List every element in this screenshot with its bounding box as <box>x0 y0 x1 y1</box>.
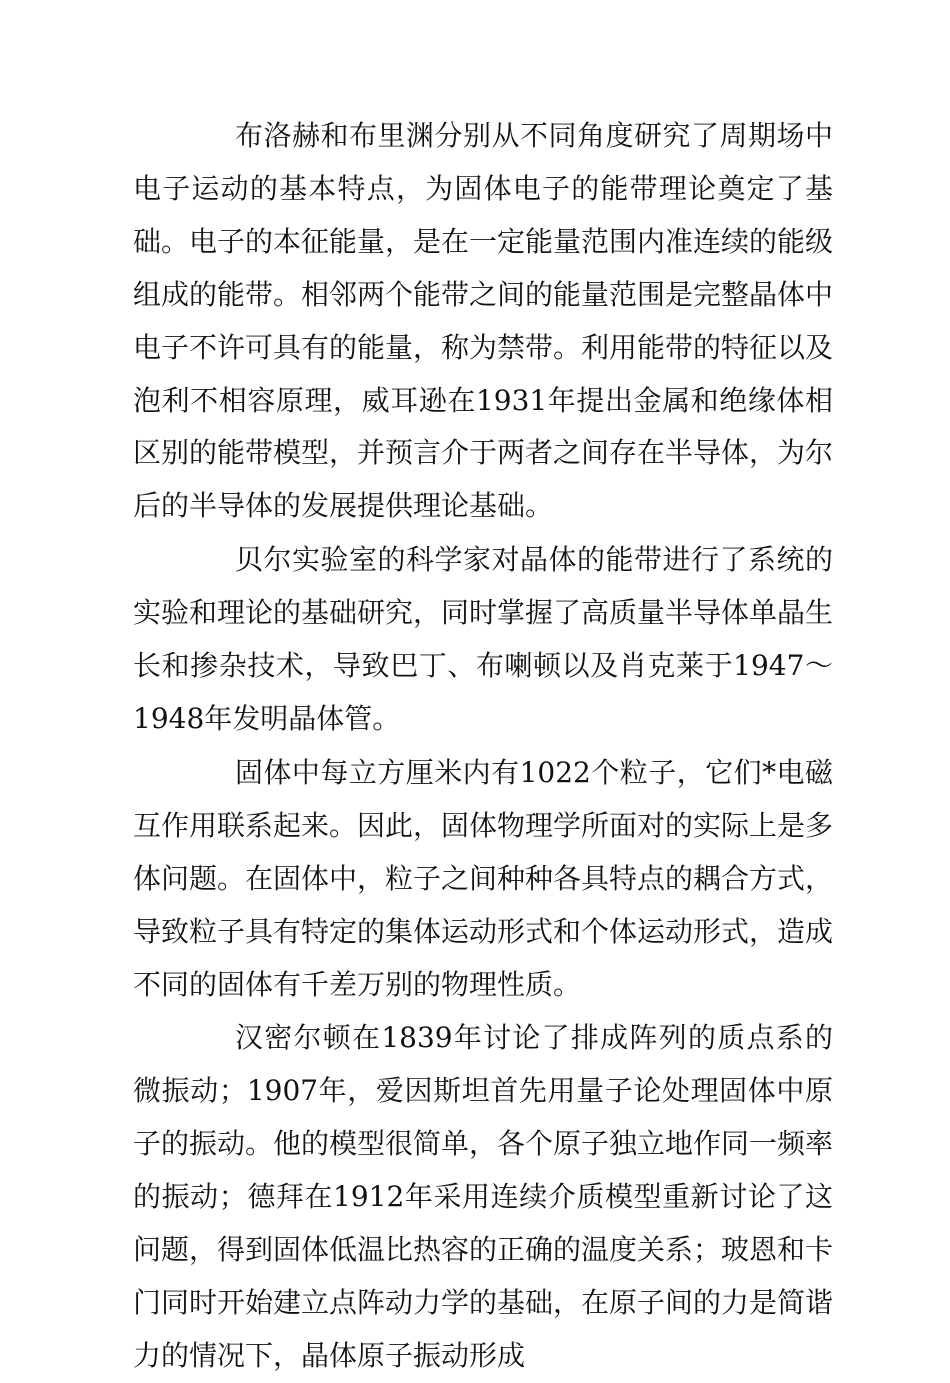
paragraph-bell-labs-transistor: 贝尔实验室的科学家对晶体的能带进行了系统的实验和理论的基础研究，同时掌握了高质量半导体单晶生长和掺杂技术，导致巴丁、布喇顿以及肖克莱于1947〜1948年发明晶体管。 <box>133 543 834 735</box>
paragraph-many-body-problem: 固体中每立方厘米内有1022个粒子，它们*电磁互作用联系起来。因此，固体物理学所面对的实际上是多体问题。在固体中，粒子之间种种各具特点的耦合方式，导致粒子具有特定的集体运动形式和个体运动形式，造成不同的固体有千差万别的物理性质。 <box>133 755 834 1001</box>
document-body <box>133 110 833 1383</box>
paragraph-band-theory: 布洛赫和布里渊分别从不同角度研究了周期场中电子运动的基本特点，为固体电子的能带理论奠定了基础。电子的本征能量，是在一定能量范围内准连续的能级组成的能带。相邻两个能带之间的能量范围是完整晶体中电子不许可具有的能量，称为禁带。利用能带的特征以及泡利不相容原理，威耳逊在1931年提出金属和绝缘体相区别的能带模型，并预言介于两者之间存在半导体，为尔后的半导体的发展提供理论基础。 <box>133 119 834 523</box>
paragraph-lattice-vibration: 汉密尔顿在1839年讨论了排成阵列的质点系的微振动；1907年，爱因斯坦首先用量子论处理固体中原子的振动。他的模型很简单，各个原子独立地作同一频率的振动；德拜在1912年采用连续介质模型重新讨论了这问题，得到固体低温比热容的正确的温度关系；玻恩和卡门同时开始建立点阵动力学的基础，在原子间的力是简谐力的情况下，晶体原子振动形成 <box>133 1021 834 1372</box>
